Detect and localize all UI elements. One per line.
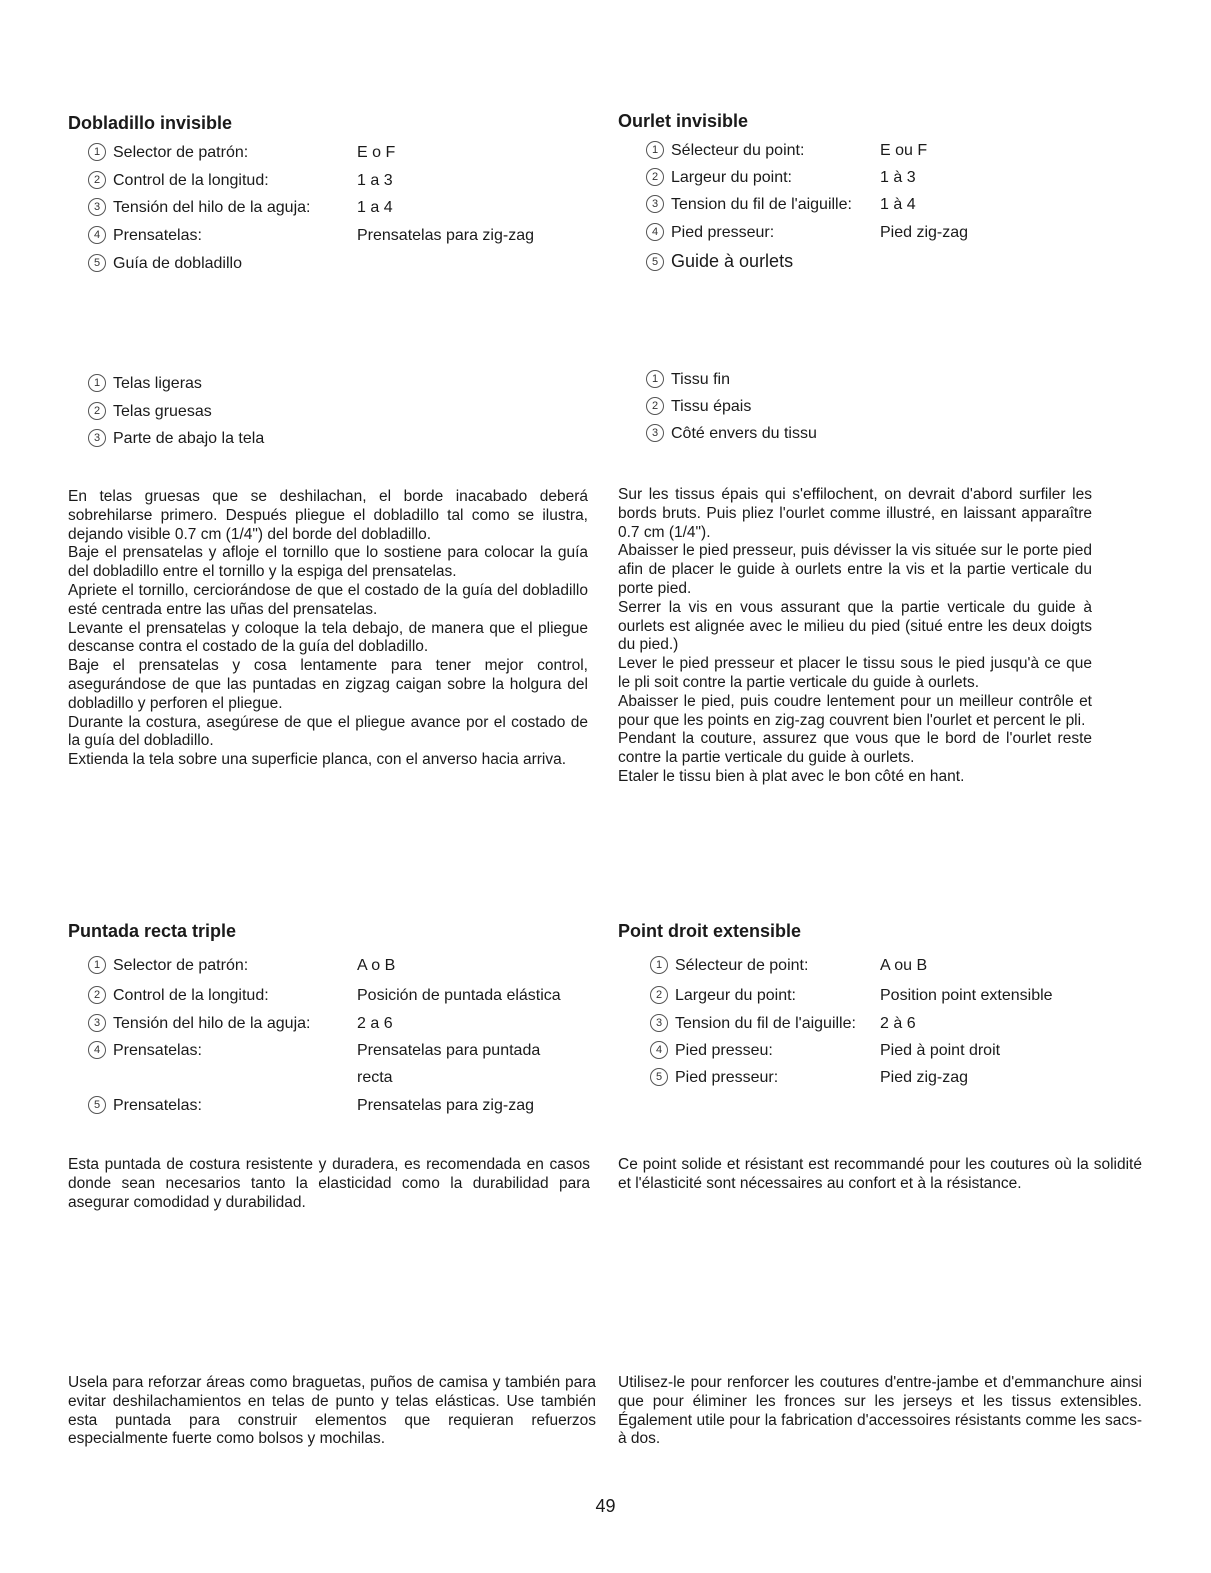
paragraph: Etaler le tissu bien à plat avec le bon côté en hant. <box>618 767 965 785</box>
setting-label: Prensatelas: <box>113 1042 202 1059</box>
setting-value: A o B <box>357 957 396 974</box>
setting-value: 1 a 3 <box>357 172 393 189</box>
circled-number: 5 <box>88 254 106 272</box>
setting-value: Position point extensible <box>880 987 1053 1004</box>
setting-label: Selector de patrón: <box>113 957 249 974</box>
paragraph: Pendant la couture, assurez que vous que le bord de l'ourlet reste contre la partie verticale du guide à ourlets. <box>618 730 1092 767</box>
circled-number: 1 <box>646 141 664 159</box>
circled-number: 2 <box>88 986 106 1004</box>
circled-number: 5 <box>650 1068 668 1086</box>
setting-value: 1 a 4 <box>357 199 393 216</box>
circled-number: 4 <box>650 1041 668 1059</box>
setting-label: Control de la longitud: <box>113 172 269 189</box>
fabric-row <box>646 395 751 419</box>
circled-number: 2 <box>88 171 106 189</box>
circled-number: 2 <box>88 402 106 420</box>
section-heading: Puntada recta triple <box>68 921 237 941</box>
setting-value: 2 à 6 <box>880 1015 916 1032</box>
fabric-label: Tissu épais <box>671 398 752 415</box>
es-blindhem-section <box>68 112 590 134</box>
setting-label: Sélecteur de point: <box>675 957 809 974</box>
circled-number: 3 <box>646 424 664 442</box>
paragraph: Abaisser le pied presseur, puis dévisser la vis située sur le porte pied afin de placer le guide à ourlets entre la vis et la partie verticale du porte pied. <box>618 542 1092 597</box>
circled-number: 4 <box>88 226 106 244</box>
es-triple-section <box>68 920 590 942</box>
setting-label: Tension du fil de l'aiguille: <box>671 196 852 213</box>
fabric-row <box>88 400 212 424</box>
setting-label: Tensión del hilo de la aguja: <box>113 1015 311 1032</box>
setting-value: E o F <box>357 144 396 161</box>
fr-blindhem-section <box>618 110 1140 132</box>
setting-label: Pied presseur: <box>675 1069 779 1086</box>
paragraph: Durante la costura, asegúrese de que el pliegue avance por el costado de la guía del dobladillo. <box>68 713 588 750</box>
setting-label: Tensión del hilo de la aguja: <box>113 199 311 216</box>
setting-value: E ou F <box>880 142 928 159</box>
setting-label: Sélecteur du point: <box>671 142 805 159</box>
paragraph: Lever le pied presseur et placer le tissu sous le pied jusqu'à ce que le pli soit contre la partie verticale du guide à ourlets. <box>618 655 1092 691</box>
setting-value: 1 à 3 <box>880 169 916 186</box>
fabric-label: Parte de abajo la tela <box>113 430 265 447</box>
fabric-label: Côté envers du tissu <box>671 425 817 442</box>
paragraph: Baje el prensatelas y afloje el tornillo que lo sostiene para colocar la guía del dobladillo entre el tornillo y la espiga del prensatelas. <box>68 544 588 581</box>
setting-label: Prensatelas: <box>113 1097 202 1114</box>
setting-label: Pied presseu: <box>675 1042 773 1059</box>
circled-number: 2 <box>646 397 664 415</box>
paragraph: En telas gruesas que se deshilachan, el borde inacabado deberá sobrehilarse primero. Después pliegue el dobladillo tal como se ilustra, dejando visible 0.7 cm (1/4") del borde del dobladillo. <box>68 488 588 543</box>
setting-label: Pied presseur: <box>671 224 775 241</box>
circled-number: 3 <box>88 198 106 216</box>
page-number: 49 <box>595 1496 616 1516</box>
setting-value: recta <box>357 1069 393 1086</box>
circled-number: 3 <box>88 1014 106 1032</box>
circled-number: 1 <box>88 143 106 161</box>
usage-text: Usela para reforzar áreas como braguetas, puños de camisa y también para evitar deshilachamientos en telas de punto y telas elásticas. Use también esta puntada para construir elementos que requieran refuerzos especialmente fuerte como bolsos y mochilas. <box>68 1374 596 1448</box>
setting-label: Selector de patrón: <box>113 144 249 161</box>
circled-number: 3 <box>88 429 106 447</box>
circled-number: 4 <box>646 223 664 241</box>
setting-label: Guía de dobladillo <box>113 255 242 272</box>
description-text: Ce point solide et résistant est recommandé pour les coutures où la solidité et l'élasticité sont nécessaires au confort et à la résistance. <box>618 1156 1142 1192</box>
paragraph: Abaisser le pied, puis coudre lentement pour un meilleur contrôle et pour que les points en zig-zag couvrent bien l'ourlet et percent le pli. <box>618 692 1092 729</box>
setting-label: Prensatelas: <box>113 227 202 244</box>
setting-label: Guide à ourlets <box>671 251 794 271</box>
instructions-text <box>68 488 588 770</box>
setting-label: Tension du fil de l'aiguille: <box>675 1015 856 1032</box>
fabric-row <box>646 422 817 446</box>
setting-value: Prensatelas para zig-zag <box>357 1097 534 1114</box>
circled-number: 2 <box>646 168 664 186</box>
circled-number: 5 <box>88 1096 106 1114</box>
fabric-row <box>646 368 730 392</box>
circled-number: 3 <box>650 1014 668 1032</box>
fabric-row <box>88 427 264 451</box>
circled-number: 1 <box>88 956 106 974</box>
circled-number: 4 <box>88 1041 106 1059</box>
fabric-label: Tissu fin <box>671 371 730 388</box>
paragraph: Apriete el tornillo, cerciorándose de que el costado de la guía del dobladillo esté centrada entre las uñas del prensatelas. <box>68 581 588 618</box>
setting-value: Prensatelas para zig-zag <box>357 227 534 244</box>
fabric-label: Telas ligeras <box>113 375 202 392</box>
circled-number: 2 <box>650 986 668 1004</box>
setting-label: Largeur du point: <box>675 987 796 1004</box>
setting-value: Posición de puntada elástica <box>357 987 561 1004</box>
setting-value: Pied zig-zag <box>880 1069 969 1086</box>
section-heading: Ourlet invisible <box>618 111 749 131</box>
setting-value: A ou B <box>880 957 928 974</box>
paragraph: Levante el prensatelas y coloque la tela debajo, de manera que el pliegue descanse contra el costado de la guía del dobladillo. <box>68 619 588 656</box>
circled-number: 1 <box>88 374 106 392</box>
instructions-text <box>618 486 1092 787</box>
usage-text: Utilisez-le pour renforcer les coutures d'entre-jambe et d'emmanchure ainsi que pour éliminer les fronces sur les jerseys et les tissus extensibles. Également utile pour la fabrication d'accessoires résistants comme les sacs-à dos. <box>618 1374 1142 1448</box>
setting-value: Pied zig-zag <box>880 224 969 241</box>
setting-value: Prensatelas para puntada <box>357 1042 541 1059</box>
section-heading: Dobladillo invisible <box>68 113 233 133</box>
circled-number: 1 <box>646 370 664 388</box>
setting-value: 2 a 6 <box>357 1015 393 1032</box>
paragraph: Extienda la tela sobre una superficie planca, con el anverso hacia arriva. <box>68 751 567 769</box>
circled-number: 3 <box>646 195 664 213</box>
circled-number: 5 <box>646 253 664 271</box>
setting-label: Control de la longitud: <box>113 987 269 1004</box>
circled-number: 1 <box>650 956 668 974</box>
setting-value: 1 à 4 <box>880 196 916 213</box>
section-heading: Point droit extensible <box>618 921 802 941</box>
description-text: Esta puntada de costura resistente y duradera, es recomendada en casos donde sean necesarios tanto la elasticidad como la durabilidad para asegurar comodidad y durabilidad. <box>68 1156 590 1211</box>
setting-label: Largeur du point: <box>671 169 792 186</box>
setting-value: Pied à point droit <box>880 1042 1001 1059</box>
fabric-row <box>88 372 202 396</box>
paragraph: Serrer la vis en vous assurant que la partie verticale du guide à ourlets est alignée avec le milieu du pied (situé entre les deux doigts du pied.) <box>618 598 1092 654</box>
fr-triple-section <box>618 920 1140 942</box>
fabric-label: Telas gruesas <box>113 403 212 420</box>
paragraph: Baje el prensatelas y cosa lentamente para tener mejor control, asegurándose de que las puntadas en zigzag caigan sobre la holgura del dobladillo y perforen el pliegue. <box>68 657 588 712</box>
paragraph: Sur les tissus épais qui s'effilochent, on devrait d'abord surfiler les bords bruts. Puis pliez l'ourlet comme illustré, en laissant apparaître 0.7 cm (1/4"). <box>618 486 1092 541</box>
